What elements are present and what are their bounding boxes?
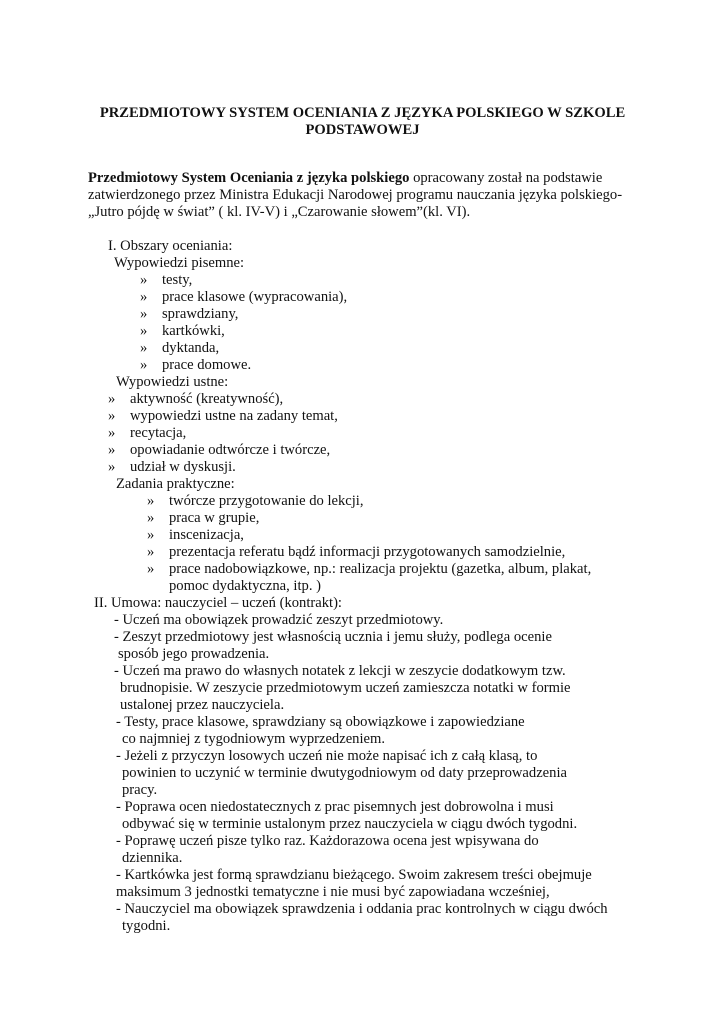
intro-paragraph <box>88 170 633 221</box>
contract-line: tygodni. <box>122 918 171 934</box>
bullet-glyph: » <box>147 544 155 560</box>
list-item: » dyktanda, <box>140 340 220 356</box>
list-item: » opowiadanie odtwórcze i twórcze, <box>108 442 331 458</box>
oral-label: Wypowiedzi ustne: <box>116 374 229 390</box>
section1-heading: I. Obszary oceniania: <box>108 238 233 254</box>
title-line-2: PODSTAWOWEJ <box>305 122 420 138</box>
list-item: » prace nadobowiązkowe, np.: realizacja projektu (gazetka, album, plakat, <box>147 561 592 577</box>
contract-line: odbywać się w terminie ustalonym przez nauczyciela w ciągu dwóch tygodni. <box>122 816 578 832</box>
contract-line: powinien to uczynić w terminie dwutygodniowym od daty przeprowadzenia <box>122 765 567 781</box>
list-item: » prace klasowe (wypracowania), <box>140 289 348 305</box>
contract-line: - Nauczyciel ma obowiązek sprawdzenia i oddania prac kontrolnych w ciągu dwóch <box>116 901 608 917</box>
bullet-glyph: » <box>108 459 116 475</box>
list-item: » udział w dyskusji. <box>108 459 236 475</box>
intro-text: opracowany został na podstawie zatwierdzonego przez Ministra Edukacji Narodowej programu nauczania języka polskiego- „Jutro pójdę w świat” ( kl. IV-V) i „Czarowanie słowem”(kl. VI). <box>88 170 623 220</box>
list-item-continuation: pomoc dydaktyczna, itp. ) <box>169 578 321 594</box>
contract-line: - Poprawę uczeń pisze tylko raz. Każdorazowa ocena jest wpisywana do <box>116 833 539 849</box>
list-item: » prezentacja referatu bądź informacji przygotowanych samodzielnie, <box>147 544 566 560</box>
bullet-glyph: » <box>140 306 148 322</box>
section2-heading: II. Umowa: nauczyciel – uczeń (kontrakt): <box>94 595 342 611</box>
bullet-glyph: » <box>147 561 155 577</box>
title-line-1: PRZEDMIOTOWY SYSTEM OCENIANIA Z JĘZYKA POLSKIEGO W SZKOLE <box>99 105 626 121</box>
list-item: » inscenizacja, <box>147 527 244 543</box>
list-item: » sprawdziany, <box>140 306 239 322</box>
bullet-glyph: » <box>108 442 116 458</box>
bullet-glyph: » <box>108 425 116 441</box>
written-label: Wypowiedzi pisemne: <box>114 255 245 271</box>
bullet-glyph: » <box>147 527 155 543</box>
list-item: » praca w grupie, <box>147 510 260 526</box>
practical-label: Zadania praktyczne: <box>116 476 235 492</box>
document-title <box>80 105 645 139</box>
contract-line: dziennika. <box>122 850 183 866</box>
contract-line: - Uczeń ma obowiązek prowadzić zeszyt przedmiotowy. <box>114 612 444 628</box>
bullet-glyph: » <box>108 391 116 407</box>
contract-line: ustalonej przez nauczyciela. <box>120 697 285 713</box>
contract-line: - Testy, prace klasowe, sprawdziany są obowiązkowe i zapowiedziane <box>116 714 525 730</box>
list-item: » aktywność (kreatywność), <box>108 391 284 407</box>
bullet-glyph: » <box>140 323 148 339</box>
list-item: » wypowiedzi ustne na zadany temat, <box>108 408 338 424</box>
contract-line: - Zeszyt przedmiotowy jest własnością ucznia i jemu służy, podlega ocenie <box>114 629 552 645</box>
list-item: » testy, <box>140 272 193 288</box>
contract-line: co najmniej z tygodniowym wyprzedzeniem. <box>122 731 386 747</box>
bullet-glyph: » <box>147 510 155 526</box>
contract-line: sposób jego prowadzenia. <box>118 646 270 662</box>
contract-line: - Jeżeli z przyczyn losowych uczeń nie może napisać ich z całą klasą, to <box>116 748 538 764</box>
bullet-glyph: » <box>140 357 148 373</box>
contract-line: - Uczeń ma prawo do własnych notatek z lekcji w zeszycie dodatkowym tzw. <box>114 663 566 679</box>
intro-bold: Przedmiotowy System Oceniania z języka polskiego <box>88 170 410 186</box>
contract-line: - Poprawa ocen niedostatecznych z prac pisemnych jest dobrowolna i musi <box>116 799 554 815</box>
list-item: » prace domowe. <box>140 357 252 373</box>
contract-line: - Kartkówka jest formą sprawdzianu bieżącego. Swoim zakresem treści obejmuje <box>116 867 592 883</box>
contract-line: brudnopisie. W zeszycie przedmiotowym uczeń zamieszcza notatki w formie <box>120 680 571 696</box>
bullet-glyph: » <box>140 340 148 356</box>
list-item: » kartkówki, <box>140 323 225 339</box>
bullet-glyph: » <box>140 289 148 305</box>
bullet-glyph: » <box>147 493 155 509</box>
contract-line: maksimum 3 jednostki tematyczne i nie musi być zapowiadana wcześniej, <box>116 884 550 900</box>
contract-line: pracy. <box>122 782 158 798</box>
bullet-glyph: » <box>108 408 116 424</box>
bullet-glyph: » <box>140 272 148 288</box>
list-item: » recytacja, <box>108 425 187 441</box>
list-item: » twórcze przygotowanie do lekcji, <box>147 493 364 509</box>
